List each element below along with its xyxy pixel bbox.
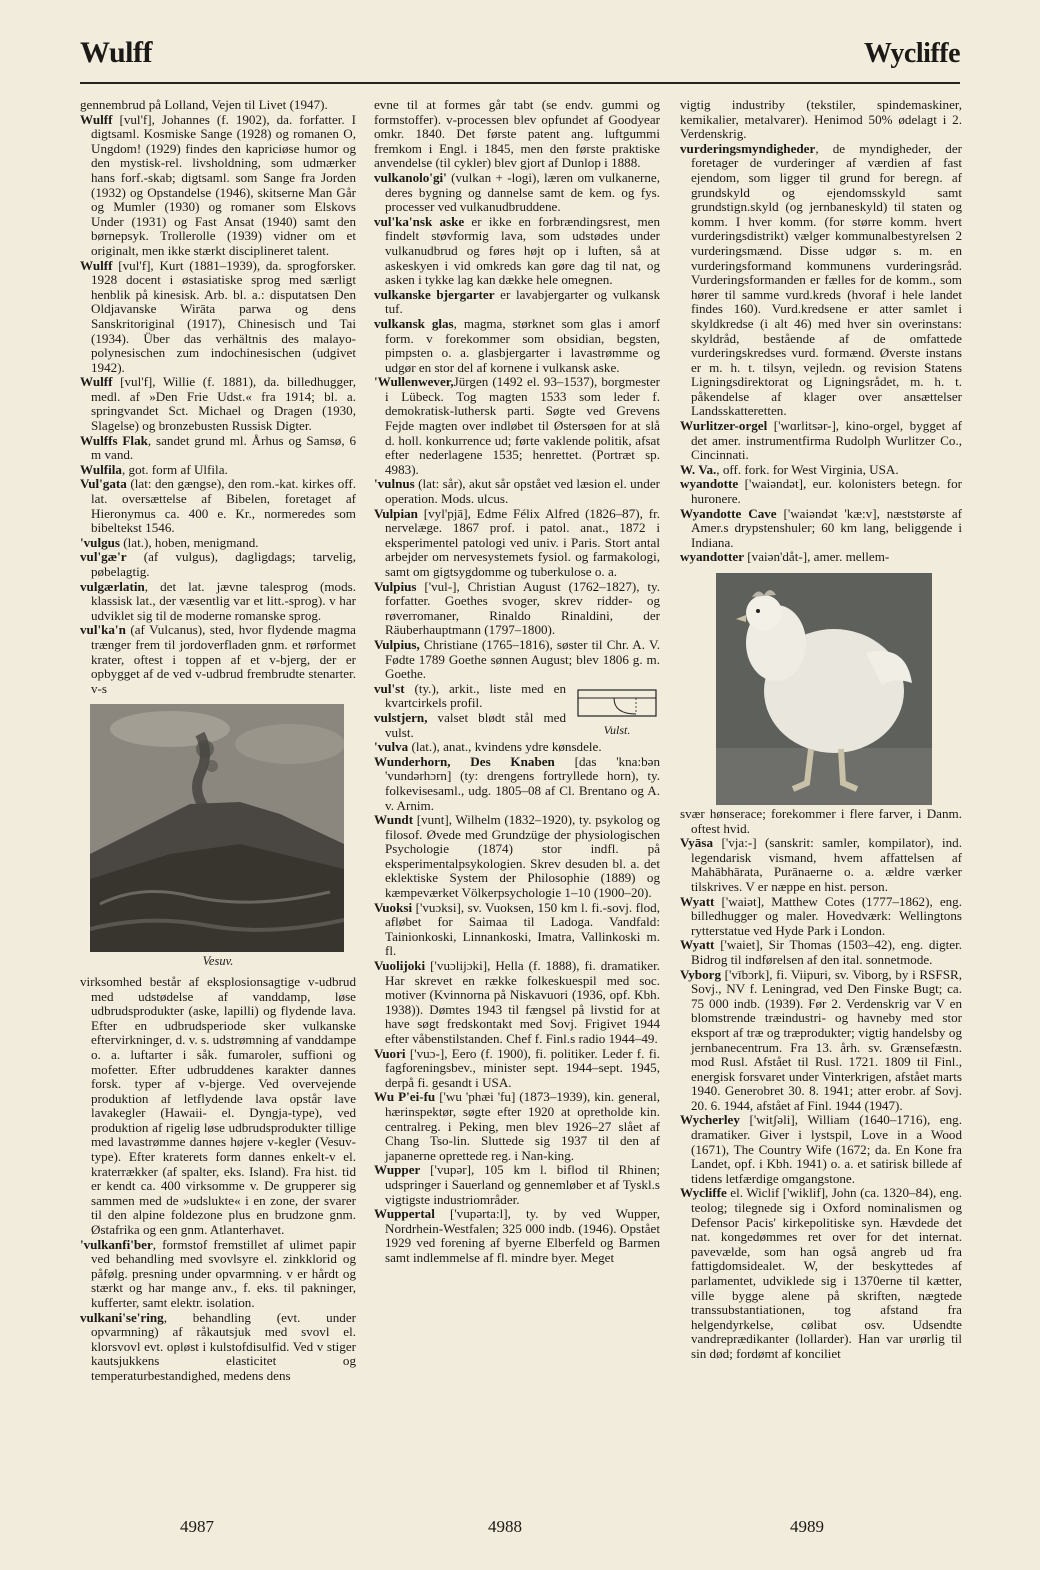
entry (80, 550, 356, 579)
entry-body: (af vulgus), dagligdags; tarvelig, pøbelagtig. (91, 549, 356, 579)
headword: Wyatt (680, 937, 715, 953)
figure-caption: Vesuv. (202, 954, 234, 969)
entry (680, 968, 962, 1114)
headword: Wupper (374, 1162, 421, 1178)
headword: wyandotte (680, 476, 739, 492)
entry (680, 938, 962, 967)
headword: Vuori (374, 1045, 406, 1061)
entry-body: [vyl'pjā], Edme Félix Alfred (1826–87), fr. nervelæge. 1867 prof. i patol. anat., 1872 i eksperimentel patologi ved univ. i Paris. Stort antal arbejder om nervesystemets fysiol. og farmakologi, samt om gigtsygdomme og tuberkulose o. a. (385, 505, 660, 579)
entry-body: , got. form af Ulfila. (121, 461, 228, 477)
entry (374, 740, 660, 755)
headword: Wyatt (680, 893, 715, 909)
entry-body: ['waiəndət 'kæ:v], næststørste af Amer.s drypstenshuler; 60 km lang, beliggende i Indiana. (691, 505, 962, 550)
headword: Wu P'ei-fu (374, 1089, 436, 1105)
entry-body: [vul'f], Willie (f. 1881), da. billedhugger, medl. af »Den Frie Udst.« fra 1914; bl. a. springvandet Sct. Michael og Dragen (1930, Slagelse) og bronzebusten Russisk Digter. (91, 374, 356, 434)
entry-body: ['waiəndət], eur. kolonisters betegn. for huronere. (691, 476, 962, 507)
headword: Vul'gata (80, 476, 127, 492)
entry-body: , de myndigheder, der foretager de vurderinger af værdien af fast ejendom, som ligger til grund for beregn. af grundskyld og ejendomsskyld samt grundstign.skyld (og jernbaneskyld) til staten og komm. I hver komm. (for større komm. hvert vurderingsdistrikt) vælger kommunalbestyrelsen 2 vurderingsmænd. Disse udgør s. m. en vurderingsformand kommunens vurderingsråd. Vurderingsformanden er fælles for de komm., som hører til samme vurd.kreds (hvoraf i hele landet findes 160). Vurd.kredsene er atter samlet i skyldkredse (i alt 46) med hver sin overinstans: skyldråd, bestående af de omfattede vurderingskredses vurd. formænd. Øverste instans er m. h. t. tilsyn, vejledn. og revision Statens Ligningsdirektorat og Ligningsrådet, m. h. t. påkendelse af klager over ansættelser Landsskatteretten. (691, 140, 962, 419)
entry-body: el. Wiclif ['wiklif], John (ca. 1320–84), eng. teolog; tilegnede sig i Oxford nominalismen og Defensor Pacis' kirkepolitiske syn. Hævdede det nat. kongedømmes ret over for det internat. pavevælde, som han også angreb ud fra fattigdomsidealet. W, der beskyttedes af parlamentet, udviklede sig i 1370erne til kætter, ville bygge alene på skriften, nægtede transsubstantiationen, tog afstand fra helgendyrkelse, cølibat osv. Udsendte vandreprædikanter (lollarder). Han var urørlig til sin død; fordømt af konciliet (691, 1185, 962, 1361)
entry (374, 638, 660, 682)
entry (374, 375, 660, 477)
headword: Wulff (80, 374, 113, 390)
entry-body: ['waiet], Sir Thomas (1503–42), eng. digter. Bidrog til indførelsen af den ital. sonnetmode. (691, 937, 962, 967)
header-left-word: Wulff (80, 36, 152, 69)
entry-body: valset blødt stål med vulst. (385, 709, 566, 740)
entry-body: (lat: sår), akut sår opstået ved læsion el. under operation. Mods. ulcus. (385, 476, 660, 507)
entry-body: ['vja:-] (sanskrit: samler, kompilator), ind. legendarisk vismand, hvem affattelsen af Mahābhārata, Purānaerne o. a. ældre værker tilskrives. V er næppe en hist. person. (691, 835, 962, 894)
entry-text: vigtig industriby (tekstiler, spindemaskiner, kemikalier, metalvarer). Henimod 50% ødelagt i 2. Verdenskrig. (680, 97, 962, 142)
entry-body: (vulkan + -logi), læren om vulkanerne, deres bygning og dannelse samt de kem. og fys. processer ved vulkanudbruddene. (385, 169, 660, 215)
entry-body: ['vībɔrk], fi. Viipuri, sv. Viborg, by i RSFSR, Sovj., NV f. Leningrad, ved Den Finske Bugt; ca. 75 000 indb. (1939). Før 2. Verdenskrig var V en blomstrende træindustri- og havneby med stor eksport af træ og træprodukter; vigtig handelsby og jernbanecentrum. Fra 13. årh. sv. Grænsefæstn. mod Rusl. Afstået til Rusl. 1721. 1809 til Finl., energisk forsvaret under Vinterkrigen, afstået marts 1940. Generobret 30. 8. 1941; atter erobr. af Sovj. 20. 6. 1944, afstået af Finl. 1944 (1947). (691, 966, 962, 1113)
headword: Vulpian (374, 505, 418, 521)
wyandotte-hen-photo (716, 573, 932, 805)
entry (374, 813, 660, 901)
page-number-right: 4989 (790, 1517, 824, 1536)
headword: vulkanolo'gi' (374, 169, 447, 185)
entry-body: [vul'f], Kurt (1881–1939), da. sprogforsker. 1928 docent i østasiatiske sprog med særligt henblik på kinesisk. Arb. bl. a.: disputatsen Den Oldjavanske Wirāta parwa og dens Sanskritoriginal (1917), Chinesisch und Tai (1934). Über das verhältnis des malayo-polynesischen zum indochinesischen (udgivet 1942). (91, 257, 356, 375)
entry-body: ['wu 'phæi 'fu] (1873–1939), kin. general, hærinspektør, søgte efter 1920 at opretholde kin. centralreg. i Peking, men blev 1926–27 slået af Chang Tso-lin. Sluttede sig 1937 til den af japanerne oprettede reg. i Nan-king. (385, 1089, 660, 1163)
headword: vul'ka'n (80, 622, 126, 638)
headword: Wyandotte Cave (680, 505, 777, 521)
headword: Vyāsa (680, 835, 713, 851)
entry-body: er lavabjergarter og vulkansk tuf. (385, 286, 660, 317)
entry (374, 901, 660, 959)
entry (374, 507, 660, 580)
column-3 (680, 98, 962, 1362)
headword: vulkansk glas (374, 315, 454, 331)
entry-text: virksomhed består af eksplosionsagtige v-udbrud med udstødelse af vanddamp, løse udbrudsprodukter (aske, lapilli) og flydende lava. Efter en udbrudsperiode sker vulkanske eftervirkninger, d. v. s. udstrømning af vanddampe o. a. luftarter i såk. fumaroler, suffioni og mofetter. Efter udbruddenes karakter dannes forsk. typer af v-bjerge. Ved overvejende produktion af letflydende lava opstår lave lavakegler (Hawaii- el. Dyngja-type), ved produktion af rigelig løse udbrudsprodukter tillige med lavastrømme dannes højere v-kegler (Vesuv-type). Efter kraterets form dannes enkelt-v el. kraterrækker (af spalter, eks. Island). Fra hist. tid er kendt ca. 400 virksomme v. De grupperer sig sammen med de »udslukte« i en zone, der svarer til den alpine foldezone plus en brudzone gnm. Østafrika og een gnm. Atlanterhavet. (80, 973, 356, 1238)
headword: vulkanske bjergarter (374, 286, 495, 302)
entry (374, 317, 660, 375)
entry-body: (af Vulcanus), sted, hvor flydende magma trænger frem til jordoverfladen gnm. et rørformet krater, oftest i toppen af et v-bjerg, der er opbygget af de ved v-udbrud frembrudte stenarter. v-s (91, 622, 356, 696)
entry (80, 434, 356, 463)
entry (80, 113, 356, 259)
headword: vul'st (374, 680, 405, 696)
headword: Wunderhorn, Des Knaben (374, 753, 555, 769)
entry-body: ['vupər], 105 km l. biflod til Rhinen; udspringer i Sauerland og gennemløber et af Tyskl.s vigtigste industriområder. (385, 1162, 660, 1207)
entry-body: , formstof fremstillet af ulimet papir ved behandling med svovlsyre el. zinkklorid og påfølg. presning under opvarmning. v er hårdt og stærkt og har mange anv., f. eks. til pakninger, kufferter, samt elektr. isolation. (91, 1236, 356, 1310)
header-rule (80, 82, 960, 84)
headword: Wuppertal (374, 1206, 435, 1222)
entry-body: (lat: den gængse), den rom.-kat. kirkes off. lat. oversættelse af Bibelen, foretaget af Hieronymus ca. 400 e. Kr., normeredes som bibeltekst 1546. (91, 476, 356, 536)
headword: Wulfila (80, 461, 122, 477)
vulst-profile-icon (574, 688, 660, 720)
headword: Vuoksi (374, 899, 413, 915)
entry (680, 550, 962, 565)
entry (374, 171, 660, 215)
entry-body: ['vupərta:l], ty. by ved Wupper, Nordrhein-Westfalen; 325 000 indb. (1946). Opstået 1929 ved forening af byerne Elberfeld og Barmen samt indlemmelse af fl. mindre byer. Meget (385, 1206, 660, 1265)
header-right-word: Wycliffe (863, 38, 960, 69)
headword: 'vulva (374, 739, 409, 755)
entry-body: [vunt], Wilhelm (1832–1920), ty. psykolog og filosof. Øvede med Grundzüge der physiologischen Psychologie (1874) stor indfl. på eksperimentalpsykologien. Skrev desuden bl. a. det eklektiske System der Philosophie (1889) og kæmpeværket Völkerpsychologie 1–10 (1900–20). (385, 812, 660, 901)
entry (374, 959, 660, 1047)
entry-body: (ty.), arkit., liste med en kvartcirkels profil. (385, 680, 566, 711)
entry-body: ['wɑrlitsər-], kino-orgel, bygget af det amer. instrumentfirma Rudolph Wurlitzer Co., Cincinnati. (691, 418, 962, 463)
entry (374, 580, 660, 638)
vulst-diagram (574, 688, 660, 738)
headword: 'vulkanfi'ber (80, 1236, 153, 1252)
entry (374, 1047, 660, 1091)
entry (80, 477, 356, 535)
entry (680, 895, 962, 939)
headword: vul'ka'nsk aske (374, 213, 465, 229)
entry-body: ['witʃəli], William (1640–1716), eng. dramatiker. Giver i lystspil, Love in a Wood (1671), The Country Wife (1672; da. En Kone fra Landet, opf. i Kbh. 1941) o. a. et satirisk billede af tidens letfærdige omgangstone. (691, 1112, 962, 1186)
column-2 (374, 98, 660, 1266)
entry (80, 463, 356, 478)
headword: 'Wullenwever, (374, 374, 454, 390)
entry-text: svær hønserace; forekommer i flere farver, i Danm. oftest hvid. (680, 806, 962, 836)
hen-illustration (716, 573, 932, 805)
entry (80, 623, 356, 696)
entry-body: , off. fork. for West Virginia, USA. (716, 461, 899, 477)
entry (80, 1238, 356, 1311)
headword: Vulpius (374, 578, 417, 594)
entry (80, 375, 356, 433)
headword: Vuolijoki (374, 958, 426, 974)
headword: Vyborg (680, 966, 721, 982)
entry-body: er ikke en forbrændingsrest, men findelt støvformig lava, som udstødes under vulkanudbrud og føres højt op i luften, så at askeskyen i vid omkreds kan gøre dag til nat, og asken i tykke lag kan dække hele omegnen. (385, 213, 660, 288)
headword: Wycherley (680, 1112, 740, 1128)
entry (374, 215, 660, 288)
page-number-left: 4987 (180, 1517, 214, 1536)
headword: vul'gæ'r (80, 549, 127, 565)
headword: Wulff (80, 111, 113, 127)
headword: 'vulnus (374, 476, 415, 492)
entry-text: gennembrud på Lolland, Vejen til Livet (1947). (80, 97, 328, 112)
page-number-middle: 4988 (488, 1517, 522, 1536)
page-header (80, 36, 960, 84)
entry (374, 755, 660, 813)
entry (374, 288, 660, 317)
entry-body: ['vuɔlijɔki], Hella (f. 1888), fi. dramatiker. Har skrevet en række folkeskuespil med soc. motiver (Kvinnorna på Niskavuori (1936, opf. Kbh. 1938)). Dømtes 1943 til fængsel på livstid for at have søgt fredskontakt med Sovj. Frigivet 1944 efter våbenstilstanden. Chef f. Finl.s radio 1944–49. (385, 958, 660, 1046)
entry-body: [das 'kna:bən 'vundərhɔrn] (ty: drengens fortryllede horn), ty. folkevisesaml., udg. 1805–08 af Cl. Brentano og A. v. Arnim. (385, 753, 660, 813)
entry-body: , sandet grund ml. Århus og Samsø, 6 m vand. (91, 432, 356, 463)
headword: vulstjern, (374, 709, 428, 725)
headword: Wulffs Flak (80, 432, 148, 448)
headword: Wurlitzer-orgel (680, 418, 768, 434)
entry (374, 477, 660, 506)
entry-body: Christiane (1765–1816), søster til Chr. A. V. Fødte 1789 Goethe sønnen August; blev 1806 g. m. Goethe. (385, 636, 660, 682)
entry (680, 142, 962, 419)
column-1 (80, 98, 356, 1384)
entry (374, 1163, 660, 1207)
entry (680, 1186, 962, 1361)
headword: 'vulgus (80, 534, 121, 550)
entry-text: evne til at formes går tabt (se endv. gummi og formstoffer). v-processen blev opfundet af Goodyear omkr. 1840. Det første patent ang. luftgummi fremkom i Engl. i 1845, men den første praktiske anvendelse (til cykler) blev gjort af Dunlop i 1888. (374, 97, 660, 171)
vesuvius-photo (90, 704, 344, 952)
entry-body: , det lat. jævne talesprog (mods. klassisk lat., der væsentlig var et litt.-sprog). v har udviklet sig til de moderne romanske sprog. (91, 578, 356, 623)
entry (680, 1113, 962, 1186)
entry-body: [vaiən'dåt-], amer. mellem- (744, 549, 890, 565)
entry (680, 463, 962, 478)
entry-body: ['vul-], Christian August (1762–1827), ty. forfatter. Goethes svoger, skrev ridder- og røverromaner, Rinaldo Rinaldini, der Räuberhauptmann (1797–1800). (385, 578, 660, 638)
headword: wyandotter (680, 549, 745, 565)
entry (680, 507, 962, 551)
entry-body: (lat.), hoben, menigmand. (120, 534, 259, 550)
headword: vurderingsmyndigheder (680, 140, 816, 156)
entry-body: [vul'f], Johannes (f. 1902), da. forfatter. I digtsaml. Kosmiske Sange (1928) og romanen O, Ungdom! (1929) findes den kapriciøse humor og den mystisk-rel. livsholdning, som udmærker hans forf.-skab; digtsaml. som Sange fra Jorden (1932) og Opstandelse (1946), skitserne Man Går og Mumler (1930) og romaner som Elskovs Under (1931) og Fast Ansat (1940) samt den børnepsyk. Trollerolle (1939) vidner om et originalt, men ikke stærkt disciplineret talent. (91, 111, 356, 258)
entry-body: , behandling (evt. under opvarmning) af råkautsjuk med svovl el. klorsvovl evt. opløst i kulstofdisulfid. Ved v stiger kautsjukkens elasticitet og temperaturbestandighed, medens dens (91, 1309, 356, 1383)
entry (374, 1207, 660, 1265)
entry (80, 536, 356, 551)
vesuvius-illustration (90, 704, 344, 952)
entry (680, 477, 962, 506)
entry-body: ['vuɔksi], sv. Vuoksen, 150 km l. fi.-sovj. flod, afløbet for Saimaa til Ladoga. Vandfald: Tainionkoski, Linnankoski, Imatra, Vallinkoski m. fl. (385, 899, 660, 959)
headword: W. Va. (680, 461, 717, 477)
headword: Wycliffe (680, 1185, 727, 1201)
diagram-caption: Vulst. (603, 723, 631, 738)
entry-body: ['vuɔ-], Eero (f. 1900), fi. politiker. Leder f. fi. fagforeningsbev., minister sept. 1944–sept. 1945, derpå fi. gesandt i USA. (385, 1045, 660, 1090)
entry-body: ['waiət], Matthew Cotes (1777–1862), eng. billedhugger og maler. Hovedværk: Wellingtons rytterstatue ved Hyde Park i London. (691, 893, 962, 938)
entry (374, 1090, 660, 1163)
headword: Wulff (80, 257, 113, 273)
headword: Vulpius, (374, 636, 420, 652)
entry (680, 836, 962, 894)
headword: vulkani'se'ring (80, 1309, 164, 1325)
headword: vulgærlatin (80, 578, 145, 594)
entry (680, 419, 962, 463)
entry (80, 580, 356, 624)
headword: Wundt (374, 812, 414, 828)
entry-body: (lat.), anat., kvindens ydre kønsdele. (408, 739, 602, 755)
entry-body: , magma, størknet som glas i amorf form. v forekommer som obsidian, begsten, pimpsten o. a. glasbjergarter i lavastrømme og udgør en stor del af kornene i vulkansk aske. (385, 315, 661, 375)
entry (80, 259, 356, 376)
entry-body: Jürgen (1492 el. 93–1537), borgmester i Lübeck. Tog magten 1533 som leder f. demokratisk-luthersk parti. Søgte ved Grevens Fejde magten over indløbet til Østersøen for at slå d. holl. konkurrence ud; førte vaklende politik, afsat efter nederlagene 1535; henrettet. (Portræt sp. 4983). (385, 374, 660, 477)
entry (80, 1311, 356, 1384)
